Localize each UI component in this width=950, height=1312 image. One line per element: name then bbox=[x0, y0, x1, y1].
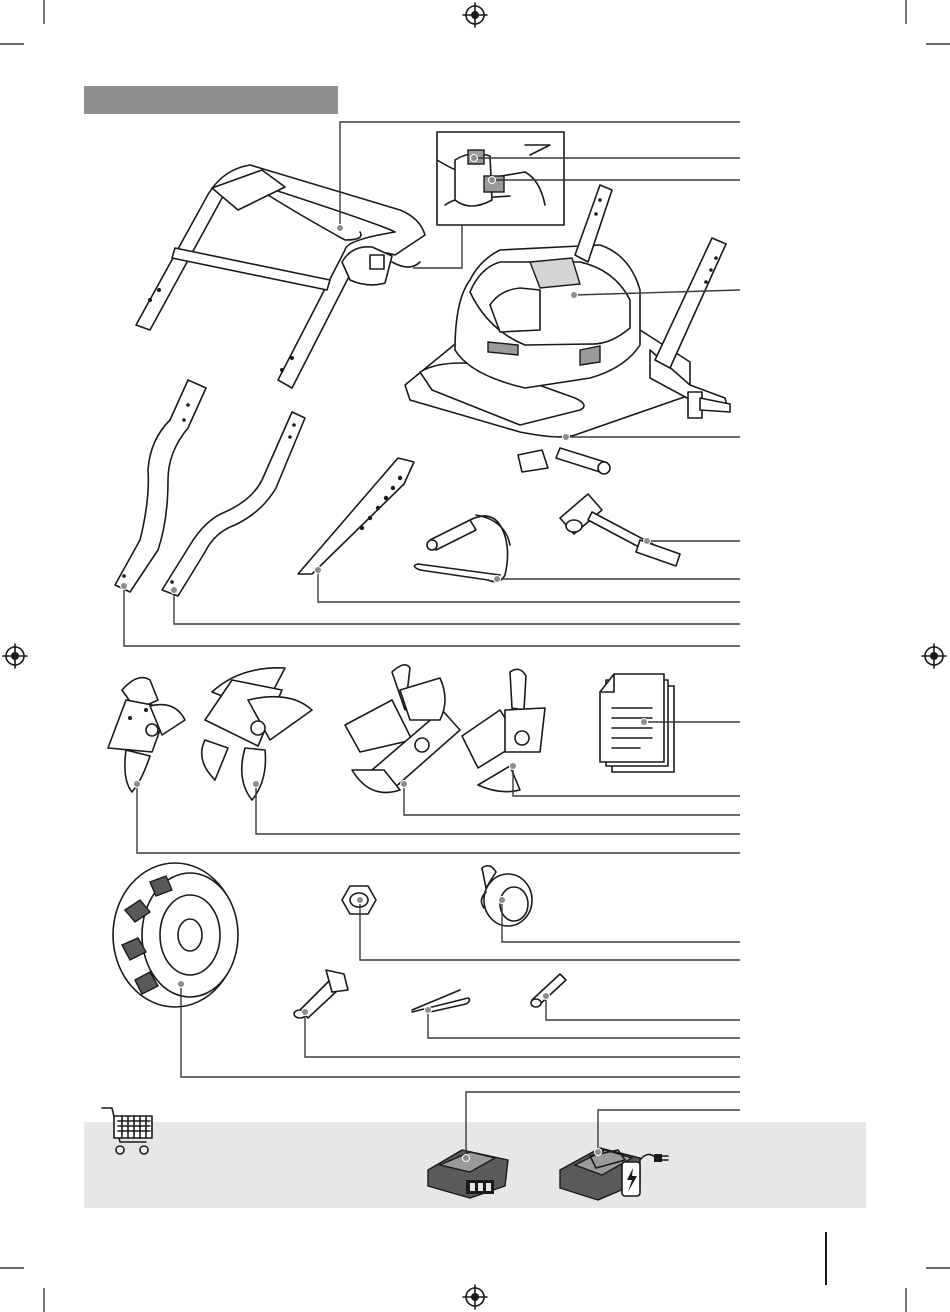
tine-left-outer bbox=[108, 678, 185, 792]
box-spanner bbox=[560, 494, 680, 566]
shopping-cart-icon bbox=[102, 1108, 152, 1154]
upper-handle bbox=[136, 165, 425, 388]
tiller-body bbox=[405, 185, 730, 474]
cap-with-clip bbox=[481, 866, 532, 926]
depth-adjuster-bar bbox=[298, 458, 414, 574]
callout-leaders bbox=[124, 122, 740, 1158]
clevis-pin bbox=[531, 974, 566, 1007]
switch-detail-inset bbox=[437, 132, 564, 225]
tine-right-outer bbox=[462, 669, 545, 791]
r-clip bbox=[412, 990, 470, 1012]
wheel bbox=[113, 863, 238, 1007]
hitch-pin-with-clip bbox=[414, 515, 510, 582]
registration-mark-right bbox=[922, 644, 946, 668]
documents-icon bbox=[600, 674, 674, 772]
registration-mark-left bbox=[3, 644, 27, 668]
lower-handle-bars bbox=[115, 380, 305, 596]
battery-charger-icon bbox=[560, 1148, 668, 1200]
registration-mark-top bbox=[463, 3, 487, 27]
tine-right-inner bbox=[345, 665, 460, 793]
registration-mark-bottom bbox=[463, 1285, 487, 1309]
